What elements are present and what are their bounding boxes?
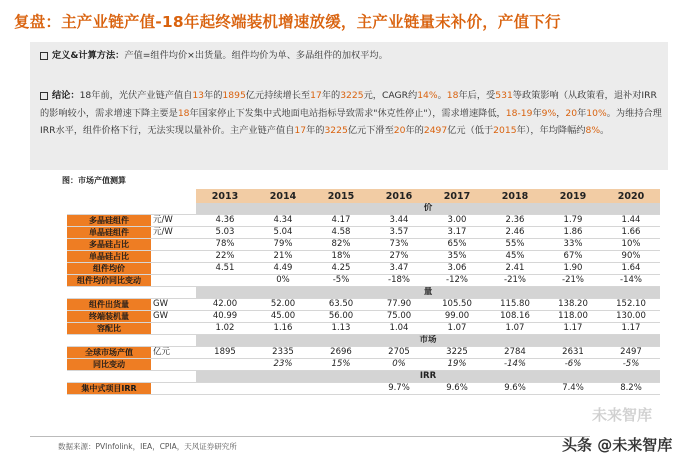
conclusion-number: 17 xyxy=(294,125,307,137)
conclusion-text: 。为维持合理IRR水平，组件价格下行，无法实现以量补价。主产业链产值自 xyxy=(40,107,662,137)
table-cell: -14% xyxy=(486,359,544,371)
header-blank xyxy=(67,189,151,203)
conclusion-text: 18年前，光伏产业链产值自 xyxy=(79,90,193,101)
conclusion-text: 。 xyxy=(600,125,610,137)
definition-text: 产值=组件均价×出货量。组件均价为单、多晶组件的加权平均。 xyxy=(124,50,388,61)
section-blank xyxy=(151,335,196,347)
table-cell: 3.06 xyxy=(428,263,486,275)
table-cell: 1.79 xyxy=(544,215,602,227)
table-cell: 23% xyxy=(254,359,312,371)
table-cell: 0% xyxy=(370,359,428,371)
conclusion-number: 9% xyxy=(541,107,557,119)
table-cell: 152.10 xyxy=(602,299,660,311)
conclusion-number: 10% xyxy=(586,107,607,119)
table-cell: 105.50 xyxy=(428,299,486,311)
conclusion-number: 2015 xyxy=(493,125,517,137)
table-cell: 115.80 xyxy=(486,299,544,311)
conclusion-text: 等政策影响（从政策看，退补对IRR的影响较小，需求增速下降主要是 xyxy=(40,90,657,119)
conclusion-text: 年 xyxy=(577,107,587,119)
table-cell: 1.17 xyxy=(602,323,660,335)
table-cell xyxy=(254,383,312,395)
table-cell: 2631 xyxy=(544,347,602,359)
source-note: 数据来源：PVInfolink，IEA，CPIA，天风证券研究所 xyxy=(58,442,237,451)
table-cell: 1.07 xyxy=(486,323,544,335)
table-cell: 9.6% xyxy=(428,383,486,395)
conclusion-number: 3225 xyxy=(340,90,364,101)
conclusion-text: 年国家停止下发集中式地面电站指标导致需求"休克性停止"），需求增速降低， xyxy=(189,107,506,119)
table-cell: 118.00 xyxy=(544,311,602,323)
table-cell: 2.41 xyxy=(486,263,544,275)
table-cell: -21% xyxy=(486,275,544,287)
table-cell: -5% xyxy=(312,275,370,287)
table-cell: 1.07 xyxy=(428,323,486,335)
table-row xyxy=(67,311,660,323)
table-cell: 15% xyxy=(312,359,370,371)
footer-divider xyxy=(30,436,590,437)
conclusion-text: 年的 xyxy=(405,125,424,137)
row-label: 单晶硅组件 xyxy=(67,227,151,239)
table-cell: -5% xyxy=(602,359,660,371)
conclusion-number: 3225 xyxy=(324,125,348,137)
table-cell: 65% xyxy=(428,239,486,251)
watermark-bottom: 头条 @未来智库 xyxy=(562,436,673,454)
table-cell: 18% xyxy=(312,251,370,263)
table-cell: 4.25 xyxy=(312,263,370,275)
table-row xyxy=(67,299,660,311)
table-cell: 1.16 xyxy=(254,323,312,335)
table-cell: 73% xyxy=(370,239,428,251)
table-cell: 78% xyxy=(196,239,254,251)
year-header: 2018 xyxy=(486,189,544,203)
section-blank xyxy=(151,287,196,299)
table-cell: 10% xyxy=(602,239,660,251)
table-cell: -6% xyxy=(544,359,602,371)
table-cell: 4.51 xyxy=(196,263,254,275)
conclusion-text: 年后，受 xyxy=(458,90,496,101)
table-cell: 108.16 xyxy=(486,311,544,323)
row-label: 同比变动 xyxy=(67,359,151,371)
section-row xyxy=(67,203,660,215)
conclusion-number: 18 xyxy=(446,90,459,101)
table-cell: 4.34 xyxy=(254,215,312,227)
row-label: 多晶硅组件 xyxy=(67,215,151,227)
table-cell: 0% xyxy=(254,275,312,287)
definition-label: 定义&计算方法： xyxy=(52,50,125,61)
table-cell: 90% xyxy=(602,251,660,263)
table-cell: 5.03 xyxy=(196,227,254,239)
table-cell: 4.36 xyxy=(196,215,254,227)
table-cell: 27% xyxy=(370,251,428,263)
row-label: 组件均价 xyxy=(67,263,151,275)
row-label: 终端装机量 xyxy=(67,311,151,323)
conclusion-number: 2497 xyxy=(423,125,448,137)
year-header: 2014 xyxy=(254,189,312,203)
conclusion-text: 亿元下滑至 xyxy=(347,125,394,137)
table-cell: 2.36 xyxy=(486,215,544,227)
table-cell: 7.4% xyxy=(544,383,602,395)
table-cell: 3.00 xyxy=(428,215,486,227)
conclusion-number: 531 xyxy=(495,90,513,101)
year-header: 2015 xyxy=(312,189,370,203)
header-row xyxy=(67,189,660,203)
table-cell: 3.47 xyxy=(370,263,428,275)
watermark-top: 未来智库 xyxy=(592,406,653,424)
conclusion-number: 1895 xyxy=(222,90,246,101)
table-cell: 1.90 xyxy=(544,263,602,275)
table-cell xyxy=(196,275,254,287)
conclusion-number: 18-19 xyxy=(505,107,533,119)
table-cell: 75.00 xyxy=(370,311,428,323)
table-cell: 1.64 xyxy=(602,263,660,275)
section-blank xyxy=(67,335,151,347)
table-cell: 1.13 xyxy=(312,323,370,335)
row-unit: 元/W xyxy=(151,227,196,239)
table-cell: 3.57 xyxy=(370,227,428,239)
table-cell: 2696 xyxy=(312,347,370,359)
table-cell: 3.44 xyxy=(370,215,428,227)
conclusion-text: 年的 xyxy=(306,125,325,137)
table-cell: 2335 xyxy=(254,347,312,359)
conclusion-text: 亿元持续增长至 xyxy=(245,90,311,101)
table-cell xyxy=(196,383,254,395)
table-cell: 1895 xyxy=(196,347,254,359)
table-cell: 35% xyxy=(428,251,486,263)
header-blank xyxy=(151,189,196,203)
table-cell: 79% xyxy=(254,239,312,251)
table-cell: -14% xyxy=(602,275,660,287)
row-unit: 亿元 xyxy=(151,347,196,359)
row-label: 组件均价同比变动 xyxy=(67,275,151,287)
conclusion-number: 14% xyxy=(417,90,438,101)
table-row xyxy=(67,263,660,275)
table-caption: 图：市场产值测算 xyxy=(62,176,126,185)
conclusion-text: 年的 xyxy=(204,90,223,101)
section-name: 量 xyxy=(196,287,660,299)
table-cell: 1.86 xyxy=(544,227,602,239)
table-cell: 1.66 xyxy=(602,227,660,239)
row-unit xyxy=(151,263,196,275)
year-header: 2017 xyxy=(428,189,486,203)
row-unit xyxy=(151,251,196,263)
table-row xyxy=(67,239,660,251)
section-name: 市场 xyxy=(196,335,660,347)
row-unit: GW xyxy=(151,299,196,311)
table-cell: 4.49 xyxy=(254,263,312,275)
table-row xyxy=(67,215,660,227)
conclusion-number: 18 xyxy=(177,107,190,119)
conclusion-text: 年），年均降幅约 xyxy=(516,125,586,137)
section-blank xyxy=(151,371,196,383)
table-cell: 138.20 xyxy=(544,299,602,311)
table-row xyxy=(67,347,660,359)
table-cell: 130.00 xyxy=(602,311,660,323)
table-cell xyxy=(196,359,254,371)
conclusion-number: 13 xyxy=(192,90,205,101)
table-cell: 8.2% xyxy=(602,383,660,395)
table-cell: 2705 xyxy=(370,347,428,359)
year-header: 2013 xyxy=(196,189,254,203)
row-unit xyxy=(151,239,196,251)
market-value-table xyxy=(67,189,660,395)
page-title: 复盘：主产业链产值-18年起终端装机增速放缓，主产业链量末补价，产值下行 xyxy=(14,13,561,31)
row-unit: 元/W xyxy=(151,215,196,227)
table-cell: 33% xyxy=(544,239,602,251)
table-cell: 82% xyxy=(312,239,370,251)
section-row xyxy=(67,335,660,347)
table-row xyxy=(67,275,660,287)
section-row xyxy=(67,371,660,383)
row-label: 组件出货量 xyxy=(67,299,151,311)
row-label: 集中式项目IRR xyxy=(67,383,151,395)
conclusion-number: 8% xyxy=(585,125,601,137)
table-row xyxy=(67,251,660,263)
table-row xyxy=(67,359,660,371)
conclusion-number: 20 xyxy=(565,107,578,119)
table-cell: 42.00 xyxy=(196,299,254,311)
table-cell: 4.58 xyxy=(312,227,370,239)
conclusion-number: 17 xyxy=(310,90,322,101)
conclusion-text: 元，CAGR约 xyxy=(363,90,418,101)
row-label: 容配比 xyxy=(67,323,151,335)
row-unit xyxy=(151,359,196,371)
section-blank xyxy=(67,287,151,299)
table-cell: 45.00 xyxy=(254,311,312,323)
table-cell: 9.6% xyxy=(486,383,544,395)
table-cell: -18% xyxy=(370,275,428,287)
table-cell: 1.02 xyxy=(196,323,254,335)
conclusion-text: 年 xyxy=(532,107,542,119)
table-cell: 5.04 xyxy=(254,227,312,239)
table-body xyxy=(67,189,660,395)
row-unit: GW xyxy=(151,311,196,323)
table-cell: 9.7% xyxy=(370,383,428,395)
table-cell: 2.46 xyxy=(486,227,544,239)
table-cell: 56.00 xyxy=(312,311,370,323)
row-label: 单晶硅占比 xyxy=(67,251,151,263)
row-label: 全球市场产值 xyxy=(67,347,151,359)
section-blank xyxy=(67,203,151,215)
table-cell: 67% xyxy=(544,251,602,263)
table-cell: 4.17 xyxy=(312,215,370,227)
definition-paragraph xyxy=(40,47,660,65)
year-header: 2016 xyxy=(370,189,428,203)
table-cell: 2497 xyxy=(602,347,660,359)
year-header: 2020 xyxy=(602,189,660,203)
conclusion-number: 20 xyxy=(393,125,406,137)
section-name: 价 xyxy=(196,203,660,215)
table-cell: 3225 xyxy=(428,347,486,359)
table-cell: 55% xyxy=(486,239,544,251)
conclusion-label: 结论： xyxy=(52,90,80,101)
conclusion-text: 亿元（低于 xyxy=(447,125,494,137)
table-cell: 45% xyxy=(486,251,544,263)
table-cell: 1.04 xyxy=(370,323,428,335)
section-blank xyxy=(67,371,151,383)
table-cell: -21% xyxy=(544,275,602,287)
section-blank xyxy=(151,203,196,215)
conclusion-text: 年的 xyxy=(321,90,341,101)
conclusion-text: 。 xyxy=(437,90,447,101)
section-row xyxy=(67,287,660,299)
table-cell: 63.50 xyxy=(312,299,370,311)
row-unit xyxy=(151,275,196,287)
table-cell: 2784 xyxy=(486,347,544,359)
table-cell xyxy=(312,383,370,395)
table-cell: 77.90 xyxy=(370,299,428,311)
table-row xyxy=(67,383,660,395)
table-cell: -12% xyxy=(428,275,486,287)
row-unit xyxy=(151,383,196,395)
table-cell: 3.17 xyxy=(428,227,486,239)
checkbox-bullet-icon xyxy=(40,52,48,60)
table-cell: 52.00 xyxy=(254,299,312,311)
table-cell: 19% xyxy=(428,359,486,371)
section-name: IRR xyxy=(196,371,660,383)
table-cell: 40.99 xyxy=(196,311,254,323)
table-cell: 99.00 xyxy=(428,311,486,323)
table-row xyxy=(67,323,660,335)
table-row xyxy=(67,227,660,239)
table-cell: 21% xyxy=(254,251,312,263)
table-cell: 22% xyxy=(196,251,254,263)
row-unit xyxy=(151,323,196,335)
table-cell: 1.44 xyxy=(602,215,660,227)
conclusion-text: ， xyxy=(556,107,566,119)
checkbox-bullet-icon xyxy=(40,92,48,100)
conclusion-paragraph xyxy=(40,87,662,140)
year-header: 2019 xyxy=(544,189,602,203)
table-cell: 1.17 xyxy=(544,323,602,335)
row-label: 多晶硅占比 xyxy=(67,239,151,251)
